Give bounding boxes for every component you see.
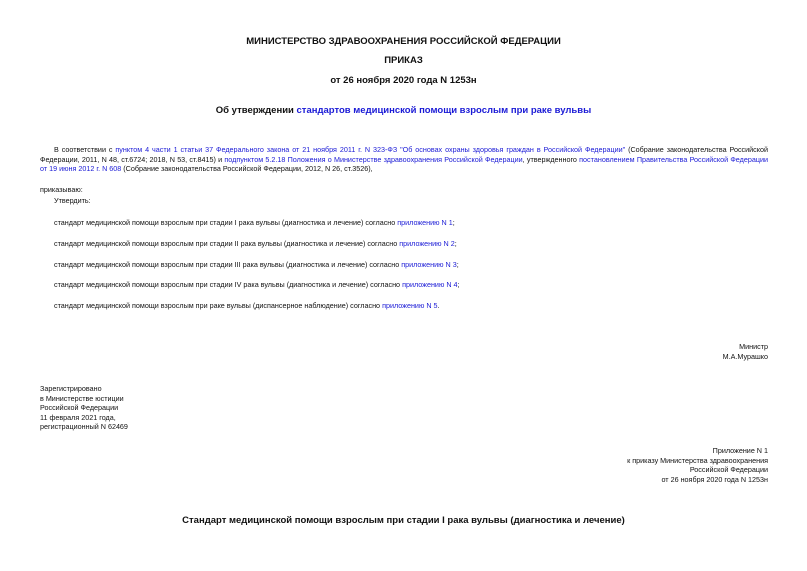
item-text: стандарт медицинской помощи взрослым при стадии III рака вульвы (диагностика и лечение) согласно [54,260,402,269]
item-end: ; [457,280,460,289]
item-text: стандарт медицинской помощи взрослым при стадии II рака вульвы (диагностика и лечение) согласно [54,239,400,248]
order-title-link[interactable]: стандартов медицинской помощи взрослым при раке вульвы [296,105,592,116]
list-item [54,260,768,270]
registration-line: Российской Федерации [40,403,119,413]
signature-block [723,342,768,361]
appendix-link[interactable]: приложению N 3 [401,260,457,269]
item-text: стандарт медицинской помощи взрослым при раке вульвы (диспансерное наблюдение) согласно [54,301,383,310]
list-item [54,301,768,311]
ministry-heading: МИНИСТЕРСТВО ЗДРАВООХРАНЕНИЯ РОССИЙСКОЙ ФЕДЕРАЦИИ [246,36,561,47]
appendix-line: Российской Федерации [689,465,768,475]
doc-type-heading: ПРИКАЗ [384,55,423,66]
appendix-link[interactable]: приложению N 2 [399,239,455,248]
item-end: . [437,301,440,310]
signature-position: Министр [739,342,768,351]
appendix-block [627,446,768,484]
appendix-line: к приказу Министерства здравоохранения [627,455,768,465]
item-end: ; [456,260,459,269]
item-end: ; [452,218,455,227]
list-item [54,218,768,228]
regulation-link[interactable]: подпунктом 5.2.18 Положения о Министерстве здравоохранения Российской Федерации [224,154,523,164]
approve-word: Утвердить: [54,196,91,205]
order-title [0,105,807,116]
order-word: приказываю: [40,185,83,194]
appendix-link[interactable]: приложению N 4 [402,280,458,289]
registration-block [40,384,128,432]
standard-title: Стандарт медицинской помощи взрослым при стадии I рака вульвы (диагностика и лечение) [182,515,625,526]
registration-line: регистрационный N 62469 [40,422,128,432]
item-text: стандарт медицинской помощи взрослым при стадии IV рака вульвы (диагностика и лечение) согласно [54,280,403,289]
doc-date: от 26 ноября 2020 года N 1253н [330,75,477,86]
appendix-link[interactable]: приложению N 5 [382,301,438,310]
registration-line: Зарегистрировано [40,384,102,393]
preamble-text-1: В соответствии с [54,145,116,154]
appendix-line: от 26 ноября 2020 года N 1253н [661,474,768,484]
preamble-paragraph [40,145,768,174]
order-title-prefix: Об утверждении [215,105,297,116]
preamble-text-4: (Собрание законодательства Российской Федерации, 2012, N 26, ст.3526), [121,164,373,174]
appendix-line: Приложение N 1 [712,446,768,455]
list-item [54,280,768,290]
preamble-text-3: , утвержденного [522,154,580,164]
signature-name: М.А.Мурашко [722,351,768,361]
preamble-text-2: (Собрание законодательства Российской Федерации, 2011, N 48, ст.6724; 2018, N 53, ст.8415) и [40,145,769,164]
resolution-link[interactable]: постановлением Правительства Российской Федерации от 19 июня 2012 г. N 608 [40,154,768,174]
item-end: ; [454,239,457,248]
registration-line: 11 февраля 2021 года, [40,412,116,422]
item-text: стандарт медицинской помощи взрослым при стадии I рака вульвы (диагностика и лечение) согласно [54,218,398,227]
registration-line: в Министерстве юстиции [40,393,124,403]
appendix-link[interactable]: приложению N 1 [397,218,453,227]
law-link[interactable]: пунктом 4 части 1 статьи 37 Федерального закона от 21 ноября 2011 г. N 323-ФЗ "Об основах охраны здоровья граждан в Российской Федерации" [115,145,626,154]
list-item [54,239,768,249]
